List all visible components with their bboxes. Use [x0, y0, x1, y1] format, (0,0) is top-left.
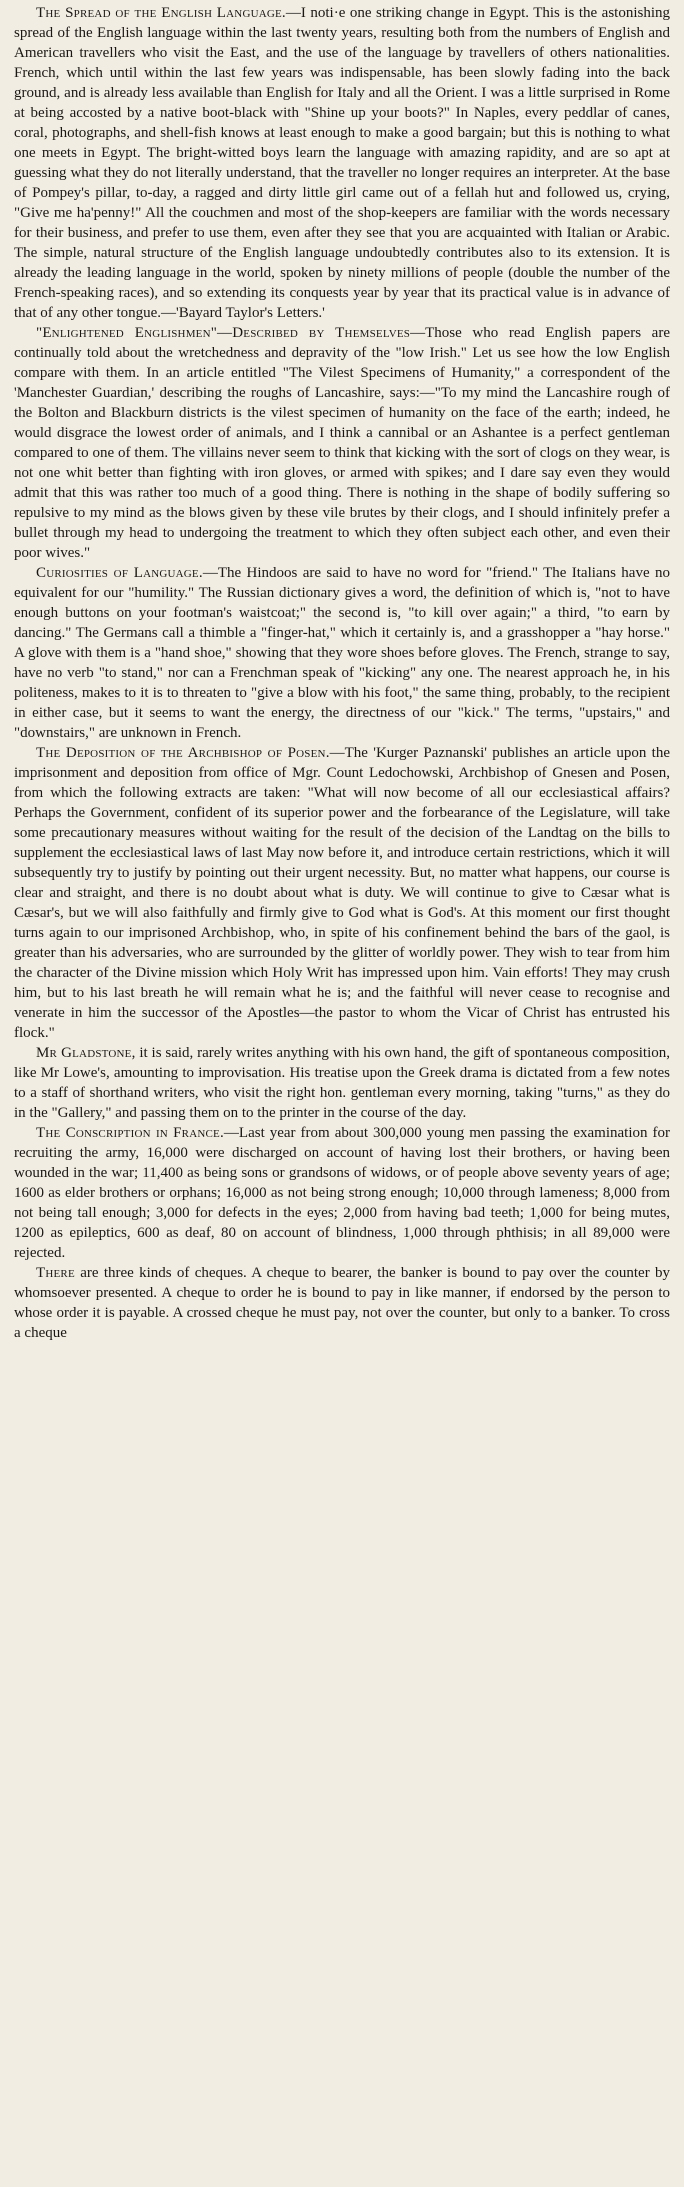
article-curiosities-of-language: [14, 563, 670, 743]
article-heading: Mr Gladstone,: [36, 1045, 136, 1061]
article-heading: "Enlightened Englishmen"—Described by Themselves: [36, 325, 411, 341]
article-body: —The Hindoos are said to have no word for "friend." The Italians have no equivalent for our "humility." The Russian dictionary gives a word, the definition of which is, "not to have enough buttons on your footman's waistcoat;" the second is, "to kill over again;" a third, "to earn by dancing." The Germans call a thimble a "finger-hat," which it certainly is, and a grasshopper a "hay horse." A glove with them is a "hand shoe," showing that they wore shoes before gloves. The French, strange to say, have no verb "to stand," nor can a Frenchman speak of "kicking" any one. The nearest approach he, in his politeness, makes to it is to threaten to "give a blow with his foot," the same thing, probably, to the recipient in either case, but it seems to want the energy, the directness of our "kick." The terms, "upstairs," and "downstairs," are unknown in French.: [14, 565, 670, 741]
article-conscription-in-france: [14, 1123, 670, 1263]
article-heading: The Spread of the English Language.: [36, 5, 286, 21]
article-heading: There: [36, 1265, 75, 1281]
article-spread-of-english-language: [14, 3, 670, 323]
article-heading: Curiosities of Language.: [36, 565, 203, 581]
article-body: —I noti·e one striking change in Egypt. This is the astonishing spread of the English language within the last twenty years, resulting both from the numbers of English and American travellers who visit the East, and the use of the language by travellers of others nationalities. French, which until within the last few years was indispensable, has been slowly fading into the back ground, and is already less available than English for Italy and all the Orient. I was a little surprised in Rome at being accosted by a native boot-black with "Shine up your boots?" In Naples, every peddlar of canes, coral, photographs, and shell-fish knows at least enough to make a good bargain; but this is nothing to what one meets in Egypt. The bright-witted boys learn the language with amazing rapidity, and are so apt at guessing what they do not literally understand, that the traveller no longer requires an interpreter. At the base of Pompey's pillar, to-day, a ragged and dirty little girl came out of a fellah hut and followed us, crying, "Give me ha'penny!" All the couchmen and most of the shop-keepers are familiar with the words necessary for their business, and prefer to use them, even after they see that you are acquainted with Italian or Arabic. The simple, natural structure of the English language undoubtedly contributes also to its extension. It is already the leading language in the world, spoken by ninety millions of people (double the number of the French-speaking races), and so extending its conquests year by year that its practical value is in advance of that of any other tongue.—'Bayard Taylor's Letters.': [14, 5, 670, 321]
article-body: it is said, rarely writes anything with his own hand, the gift of spontaneous composition, like Mr Lowe's, amounting to improvisation. His treatise upon the Greek drama is dictated from a few notes to a staff of shorthand writers, who visit the right hon. gentleman every morning, taking "turns," as they do in the "Gallery," and passing them on to the printer in the course of the day.: [14, 1045, 670, 1121]
article-kinds-of-cheques: [14, 1263, 670, 1343]
article-heading: The Conscription in France.: [36, 1125, 224, 1141]
article-mr-gladstone: [14, 1043, 670, 1123]
article-body: are three kinds of cheques. A cheque to bearer, the banker is bound to pay over the counter by whomsoever presented. A cheque to order he is bound to pay in like manner, if endorsed by the person to whose order it is payable. A crossed cheque he must pay, not over the counter, but only to a banker. To cross a cheque: [14, 1265, 670, 1341]
article-body: —Those who read English papers are continually told about the wretchedness and depravity of the "low Irish." Let us see how the low English compare with them. In an article entitled "The Vilest Specimens of Humanity," a correspondent of the 'Manchester Guardian,' describing the roughs of Lancashire, says:—"To my mind the Lancashire rough of the Bolton and Blackburn districts is the vilest specimen of humanity on the face of the earth; indeed, he would disgrace the lowest order of animals, and I think a cannibal or an Ashantee is a perfect gentleman compared to one of them. The villains never seem to think that kicking with the sort of clogs on they wear, is not one whit better than fighting with iron gloves, or armed with spikes; and I dare say even they would admit that this was rather too much of a good thing. There is nothing in the shape of bodily suffering so repulsive to my mind as the blows given by these vile brutes by their clogs, and I should infinitely prefer a bullet through my head to undergoing the treatment to which they often subject each other, and even their poor wives.": [14, 325, 670, 561]
article-body: —Last year from about 300,000 young men passing the examination for recruiting the army, 16,000 were discharged on account of having lost their brothers, or having been wounded in the war; 11,400 as being sons or grandsons of widows, or of people above seventy years of age; 1600 as elder brothers or orphans; 16,000 as not being strong enough; 10,000 through lameness; 8,000 from not being tall enough; 3,000 for defects in the eyes; 2,000 from having bad teeth; 1,000 for being mutes, 1200 as epileptics, 600 as deaf, 80 on account of blindness, 1,000 through phthisis; in all 89,000 were rejected.: [14, 1125, 670, 1261]
article-body: —The 'Kurger Paznanski' publishes an article upon the imprisonment and deposition from office of Mgr. Count Ledochowski, Archbishop of Gnesen and Posen, from which the following extracts are taken: "What will now become of all our ecclesiastical affairs? Perhaps the Government, confident of its superior power and the forbearance of the Legislature, will take some precautionary measures without waiting for the result of the decision of the Landtag on the bills to supplement the ecclesiastical laws of last May now before it, and introduce certain restrictions, which it will subsequently try to justify by pointing out their urgent necessity. But, no matter what happens, our course is clear and straight, and there is no doubt about what is duty. We will continue to give to Cæsar what is Cæsar's, but we will also faithfully and firmly give to God what is God's. At this moment our first thought turns again to our imprisoned Archbishop, who, in spite of his confinement behind the bars of the gaol, is greater than his adversaries, who are surrounded by the glitter of worldly power. They wish to tear from him the character of the Divine mission which Holy Writ has impressed upon him. Vain efforts! They may crush him, but to his last breath he will remain what he is; and the faithful will never cease to recognise and venerate in him the successor of the Apostles—the pastor to whom the Vicar of Christ has entrusted his flock.": [14, 745, 670, 1041]
article-enlightened-englishmen: [14, 323, 670, 563]
article-heading: The Deposition of the Archbishop of Posen.: [36, 745, 330, 761]
article-archbishop-of-posen: [14, 743, 670, 1043]
